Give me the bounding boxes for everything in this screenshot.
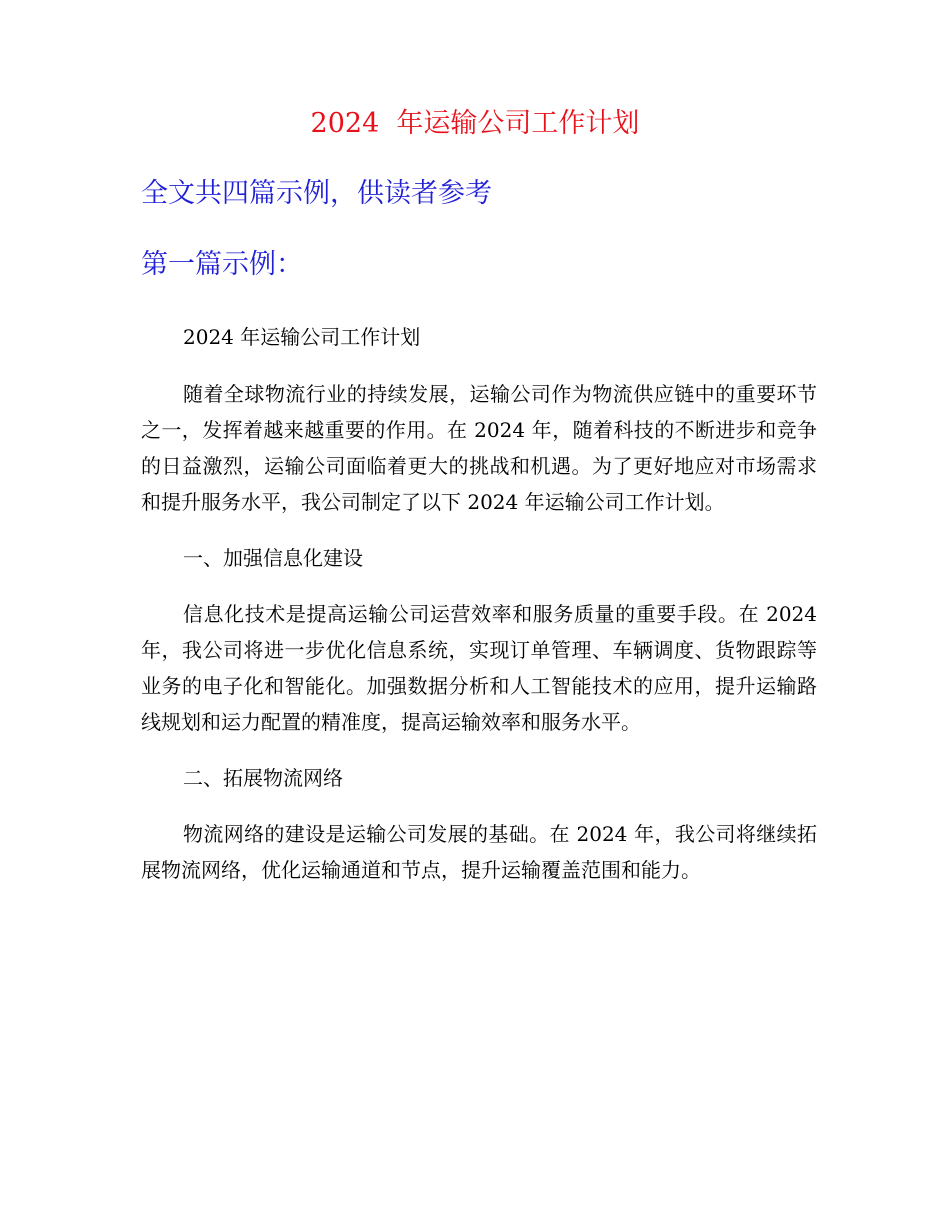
section-1-paragraph: 信息化技术是提高运输公司运营效率和服务质量的重要手段。在 2024 年，我公司将进一步优化信息系统，实现订单管理、车辆调度、货物跟踪等业务的电子化和智能化。加强数据分析和人工智能技术的应用，提升运输路线规划和运力配置的精准度，提高运输效率和服务水平。: [141, 602, 824, 734]
body-subtitle: 2024 年运输公司工作计划: [183, 325, 421, 349]
section-2-paragraph: 物流网络的建设是运输公司发展的基础。在 2024 年，我公司将继续拓展物流网络，优化运输通道和节点，提升运输覆盖范围和能力。: [141, 822, 817, 882]
section-2-heading: 二、拓展物流网络: [183, 766, 343, 790]
example-heading: 第一篇示例：: [141, 249, 303, 280]
section-1-heading: 一、加强信息化建设: [183, 546, 363, 570]
intro-line: 全文共四篇示例，供读者参考: [141, 178, 492, 209]
document-body: [141, 319, 824, 888]
intro-paragraph: 随着全球物流行业的持续发展，运输公司作为物流供应链中的重要环节之一，发挥着越来越重要的作用。在 2024 年，随着科技的不断进步和竞争的日益激烈，运输公司面临着更大的挑战和机遇。为了更好地应对市场需求和提升服务水平，我公司制定了以下 2024 年运输公司工作计划。: [141, 382, 817, 514]
document-title: 2024 年运输公司工作计划: [310, 108, 640, 139]
